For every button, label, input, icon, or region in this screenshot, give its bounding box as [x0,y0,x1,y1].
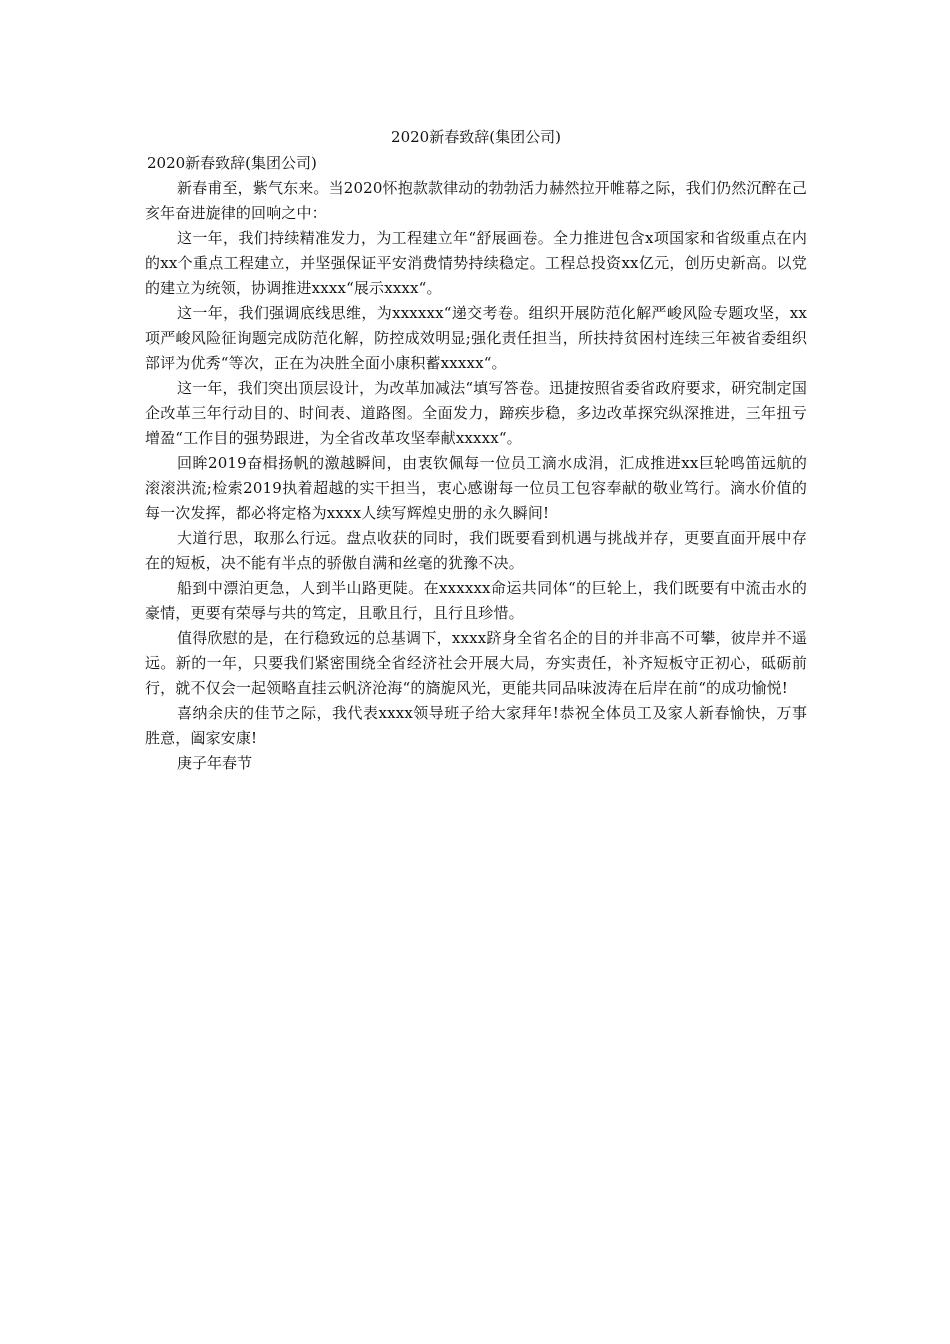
document-title: 2020新春致辞(集团公司) [391,128,561,146]
paragraph-reform: 这一年，我们突出顶层设计，为改革加减法“填写答卷。迅捷按照省委省政府要求，研究制定国企改革三年行动目的、时间表、道路图。全面发力，蹄疾步稳，多边改革探究纵深推进，三年扭亏增盈“工作目的强势跟进，为全省改革攻坚奉献xxxxx“。 [145,379,807,447]
document-signoff: 庚子年春节 [177,754,253,772]
paragraph-review: 回眸2019奋楫扬帆的激越瞬间，由衷钦佩每一位员工滴水成涓，汇成推进xx巨轮鸣笛远航的滚滚洪流;检索2019执着超越的实干担当，衷心感谢每一位员工包容奉献的敬业笃行。滴水价值的每一次发挥，都必将定格为xxxx人续写辉煌史册的永久瞬间! [145,454,807,522]
paragraph-shortcomings: 大道行思，取那么行远。盘点收获的同时，我们既要看到机遇与挑战并存，更要直面开展中存在的短板，决不能有半点的骄傲自满和丝毫的犹豫不决。 [145,529,807,572]
paragraph-intro: 新春甫至，紫气东来。当2020怀抱款款律动的勃勃活力赫然拉开帷幕之际，我们仍然沉醉在己亥年奋进旋律的回响之中： [145,179,807,222]
paragraph-engineering: 这一年，我们持续精准发力，为工程建立年“舒展画卷。全力推进包含x项国家和省级重点在内的xx个重点工程建立，并坚强保证平安消费情势持续稳定。工程总投资xx亿元，创历史新高。以党的建立为统领，协调推进xxxx“展示xxxx“。 [145,229,807,297]
paragraph-challenge: 船到中漂泊更急，人到半山路更陡。在xxxxxx命运共同体“的巨轮上，我们既要有中流击水的豪情，更要有荣辱与共的笃定，且歌且行，且行且珍惜。 [145,579,807,622]
paragraph-greeting: 喜纳余庆的佳节之际，我代表xxxx领导班子给大家拜年!恭祝全体员工及家人新春愉快，万事胜意，阖家安康! [145,704,807,747]
document-page [145,124,807,776]
paragraph-risk: 这一年，我们强调底线思维，为xxxxxx“递交考卷。组织开展防范化解严峻风险专题攻坚，xx项严峻风险征询题完成防范化解，防控成效明显;强化责任担当，所扶持贫困村连续三年被省委组织部评为优秀“等次，正在为决胜全面小康积蓄xxxxx“。 [145,304,807,372]
paragraph-outlook: 值得欣慰的是，在行稳致远的总基调下，xxxx跻身全省名企的目的并非高不可攀，彼岸并不遥远。新的一年，只要我们紧密围绕全省经济社会开展大局，夯实责任，补齐短板守正初心，砥砺前行，就不仅会一起领略直挂云帆济沧海“的旖旎风光，更能共同品味波涛在后岸在前“的成功愉悦! [145,629,807,697]
document-subtitle: 2020新春致辞(集团公司) [147,154,317,172]
